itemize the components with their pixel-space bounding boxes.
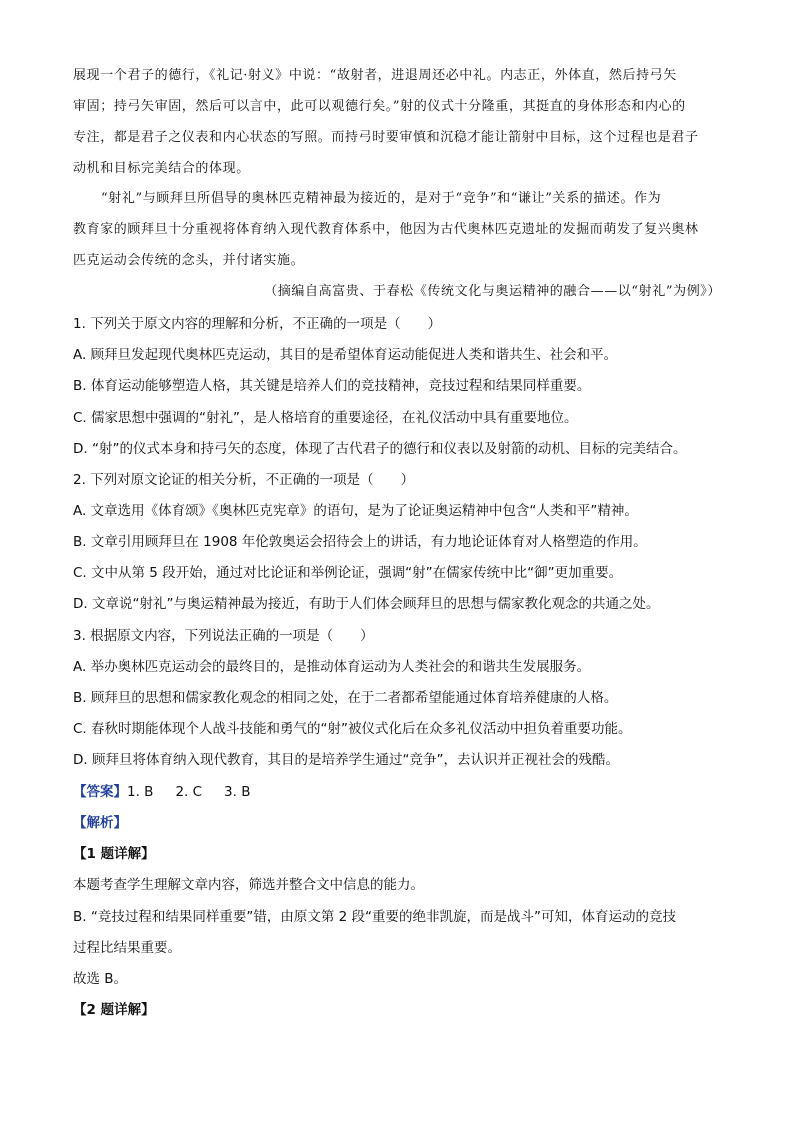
passage-line: 教育家的顾拜旦十分重视将体育纳入现代教育体系中，他因为古代奥林匹克遗址的发掘而萌发了复兴奥林 [73, 222, 699, 237]
analysis-text: 过程比结果重要。 [73, 940, 181, 956]
question-2-option-d: D. 文章说“射礼”与奥运精神最为接近，有助于人们体会顾拜旦的思想与儒家教化观念的共通之处。 [73, 596, 660, 612]
question-2-stem: 2. 下列对原文论证的相关分析，不正确的一项是（ ） [73, 472, 415, 488]
passage-line: 匹克运动会传统的念头，并付诸实施。 [73, 253, 305, 268]
question-3-option-d: D. 顾拜旦将体育纳入现代教育，其目的是培养学生通过“竞争”，去认识并正视社会的残酷。 [73, 752, 619, 768]
question-3-stem: 3. 根据原文内容，下列说法正确的一项是（ ） [73, 628, 374, 644]
question-2-option-c: C. 文中从第 5 段开始，通过对比论证和举例论证，强调“射”在儒家传统中比“御”更加重要。 [73, 565, 623, 581]
passage-line: 审固；持弓矢审固，然后可以言中，此可以观德行矣。”射的仪式十分隆重，其挺直的身体形态和内心的 [73, 99, 686, 114]
analysis-text: B. “竞技过程和结果同样重要”错，由原文第 2 段“重要的绝非凯旋，而是战斗”可知，体育运动的竞技 [73, 909, 676, 925]
question-3-option-b: B. 顾拜旦的思想和儒家教化观念的相同之处，在于二者都希望能通过体育培养健康的人格。 [73, 690, 618, 706]
question-2-detail-heading: 【2 题详解】 [73, 1002, 155, 1018]
question-1-option-a: A. 顾拜旦发起现代奥林匹克运动，其目的是希望体育运动能促进人类和谐共生、社会和平。 [73, 347, 618, 363]
passage-line: “射礼”与顾拜旦所倡导的奥林匹克精神最为接近的，是对于“竞争”和“谦让”关系的描述。作为 [101, 191, 662, 206]
answer-item: 3. B [224, 784, 251, 800]
answer-line [73, 782, 250, 802]
question-2-option-b: B. 文章引用顾拜旦在 1908 年伦敦奥运会招待会上的讲话，有力地论证体育对人格塑造的作用。 [73, 534, 647, 550]
analysis-label: 【解析】 [73, 815, 127, 831]
answer-item: 2. C [175, 784, 203, 800]
answer-label: 【答案】 [73, 784, 127, 800]
analysis-text: 本题考查学生理解文章内容，筛选并整合文中信息的能力。 [73, 877, 424, 893]
passage-line: 专注，都是君子之仪表和内心状态的写照。而持弓时要审慎和沉稳才能让箭射中目标，这个过程也是君子 [73, 130, 699, 145]
question-1-stem: 1. 下列关于原文内容的理解和分析，不正确的一项是（ ） [73, 316, 442, 332]
passage-source: （摘编自高富贵、于春松《传统文化与奥运精神的融合——以“射礼”为例》） [264, 284, 721, 299]
question-1-detail-heading: 【1 题详解】 [73, 846, 155, 862]
question-1-option-b: B. 体育运动能够塑造人格，其关键是培养人们的竞技精神，竞技过程和结果同样重要。 [73, 378, 591, 394]
question-3-option-a: A. 举办奥林匹克运动会的最终目的，是推动体育运动为人类社会的和谐共生发展服务。 [73, 659, 591, 675]
passage-line: 动机和目标完美结合的体现。 [73, 161, 250, 176]
passage-line: 展现一个君子的德行，《礼记·射义》中说：“故射者，进退周还必中礼。内志正，外体直，然后持弓矢 [73, 68, 677, 83]
analysis-text: 故选 B。 [73, 971, 128, 987]
question-1-option-d: D. “射”的仪式本身和持弓矢的态度，体现了古代君子的德行和仪表以及射箭的动机、目标的完美结合。 [73, 441, 687, 457]
answer-item: 1. B [127, 784, 154, 800]
question-3-option-c: C. 春秋时期能体现个人战斗技能和勇气的“射”被仪式化后在众多礼仪活动中担负着重要功能。 [73, 721, 632, 737]
question-2-option-a: A. 文章选用《体育颂》《奥林匹克宪章》的语句，是为了论证奥运精神中包含“人类和平”精神。 [73, 503, 638, 519]
question-1-option-c: C. 儒家思想中强调的“射礼”，是人格培育的重要途径，在礼仪活动中具有重要地位。 [73, 410, 578, 426]
